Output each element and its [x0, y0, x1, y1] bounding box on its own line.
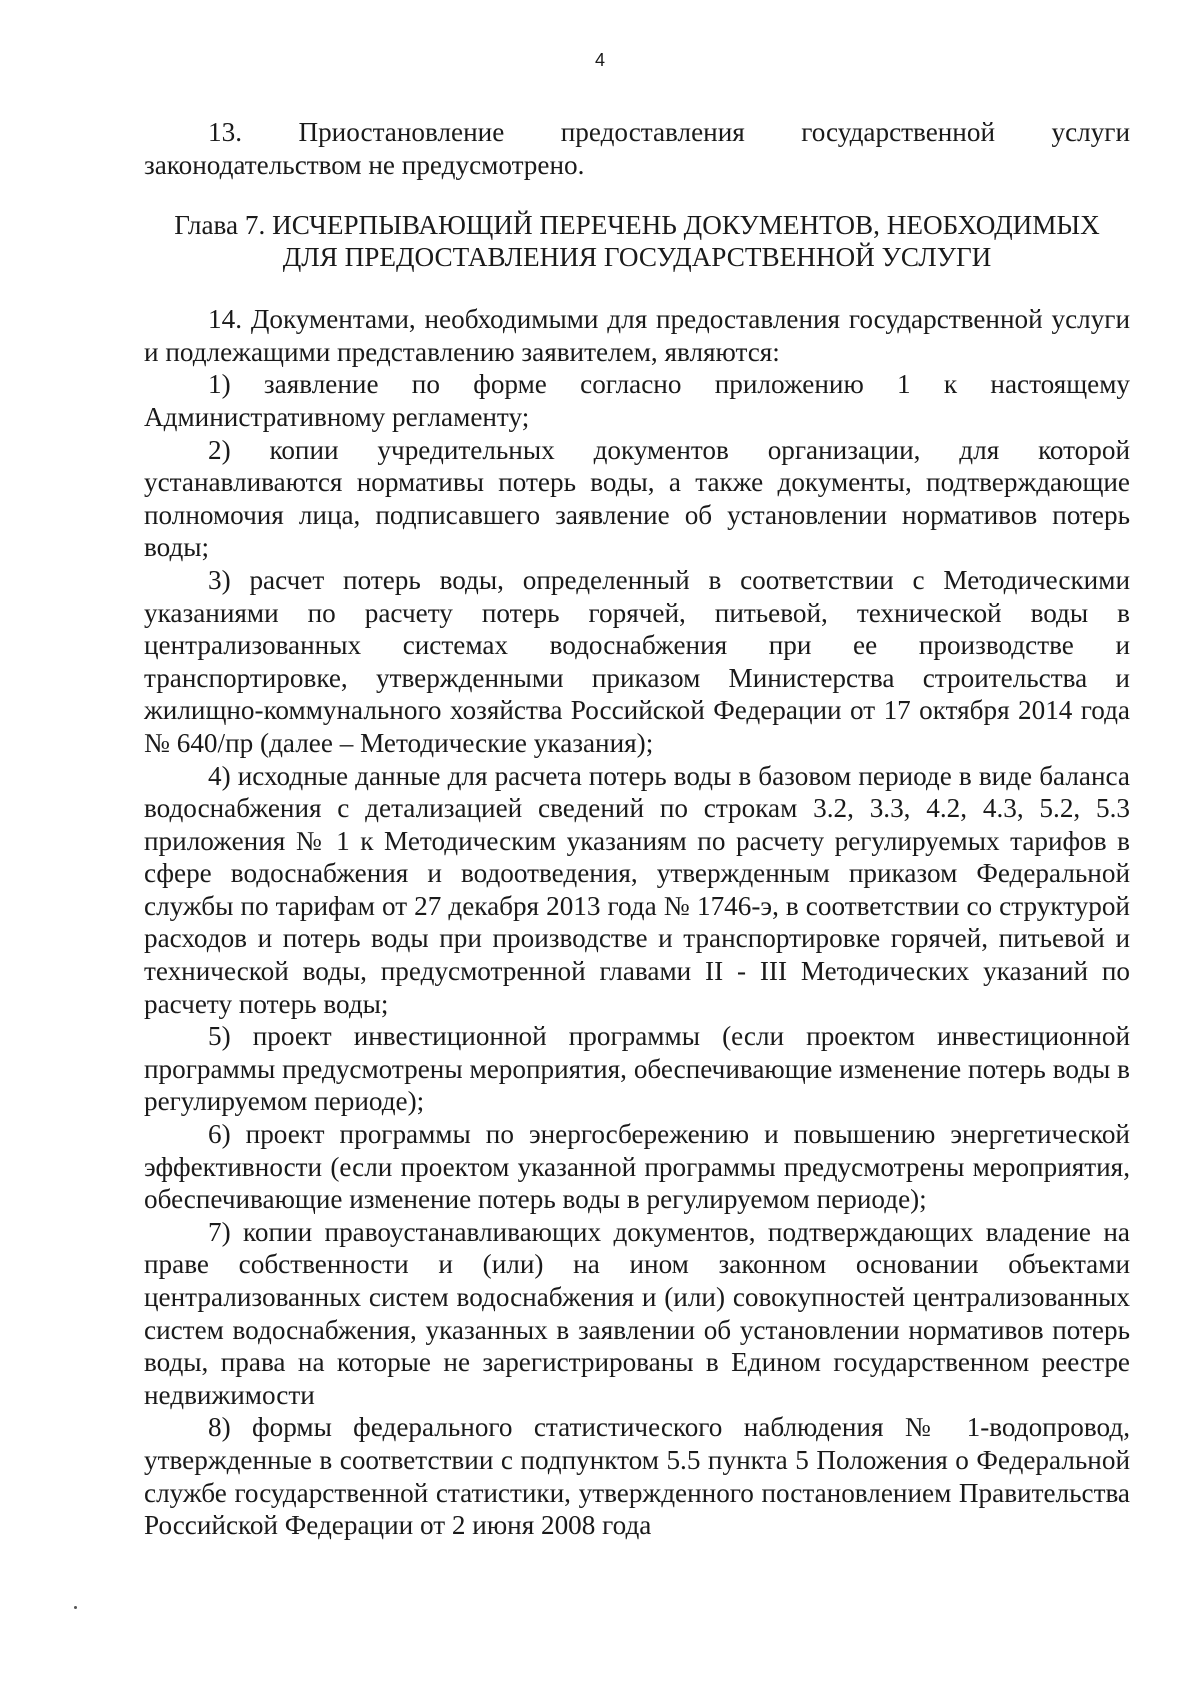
list-item-5: 5) проект инвестиционной программы (если проектом инвестиционной программы предусмотрены мероприятия, обеспечивающие изменение потерь воды в регулируемом периоде); — [144, 1021, 1130, 1117]
page-number: 4 — [594, 50, 605, 70]
list-item-8: 8) формы федерального статистического наблюдения № 1-водопровод, утвержденные в соответствии с подпунктом 5.5 пункта 5 Положения о Федеральной службе государственной статистики, утвержденного постановлением Правительства Российской Федерации от 2 июня 2008 года — [144, 1412, 1130, 1541]
list-item-3: 3) расчет потерь воды, определенный в соответствии с Методическими указаниями по расчету потерь горячей, питьевой, технической воды в централизованных системах водоснабжения при ее производстве и транспортировке, утвержденными приказом Министерства строительства и жилищно-коммунального хозяйства Российской Федерации от 17 октября 2014 года № 640/пр (далее – Методические указания); — [144, 564, 1130, 758]
list-item-6: 6) проект программы по энергосбережению и повышению энергетической эффективности (если проектом указанной программы предусмотрены мероприятия, обеспечивающие изменение потерь воды в регулируемом периоде); — [144, 1119, 1130, 1215]
list-item-1: 1) заявление по форме согласно приложению 1 к настоящему Административному регламенту; — [144, 369, 1130, 432]
chapter-heading-line-1: Глава 7. ИСЧЕРПЫВАЮЩИЙ ПЕРЕЧЕНЬ ДОКУМЕНТОВ, НЕОБХОДИМЫХ — [174, 210, 1100, 241]
chapter-heading-line-2: ДЛЯ ПРЕДОСТАВЛЕНИЯ ГОСУДАРСТВЕННОЙ УСЛУГИ — [282, 242, 992, 273]
paragraph-13: 13. Приостановление предоставления государственной услуги законодательством не предусмотрено. — [144, 117, 1130, 180]
list-item-7: 7) копии правоустанавливающих документов, подтверждающих владение на праве собственности и (или) на ином законном основании объектами централизованных систем водоснабжения и (или) совокупностей централизованных систем водоснабжения, указанных в заявлении об установлении нормативов потерь воды, права на которые не зарегистрированы в Едином государственном реестре недвижимости — [144, 1216, 1130, 1410]
scan-speck — [74, 1606, 77, 1609]
document-body — [144, 116, 1130, 1542]
paragraph-14: 14. Документами, необходимыми для предоставления государственной услуги и подлежащими представлению заявителем, являются: — [144, 304, 1130, 367]
chapter-heading — [144, 209, 1130, 273]
list-item-4: 4) исходные данные для расчета потерь воды в базовом периоде в виде баланса водоснабжения с детализацией сведений по строкам 3.2, 3.3, 4.2, 4.3, 5.2, 5.3 приложения № 1 к Методическим указаниям по расчету регулируемых тарифов в сфере водоснабжения и водоотведения, утвержденным приказом Федеральной службы по тарифам от 27 декабря 2013 года № 1746-э, в соответствии со структурой расходов и потерь воды при производстве и транспортировке горячей, питьевой и технической воды, предусмотренной главами II - III Методических указаний по расчету потерь воды; — [144, 760, 1130, 1019]
list-item-2: 2) копии учредительных документов организации, для которой устанавливаются нормативы потерь воды, а также документы, подтверждающие полномочия лица, подписавшего заявление об установлении нормативов потерь воды; — [144, 434, 1130, 563]
